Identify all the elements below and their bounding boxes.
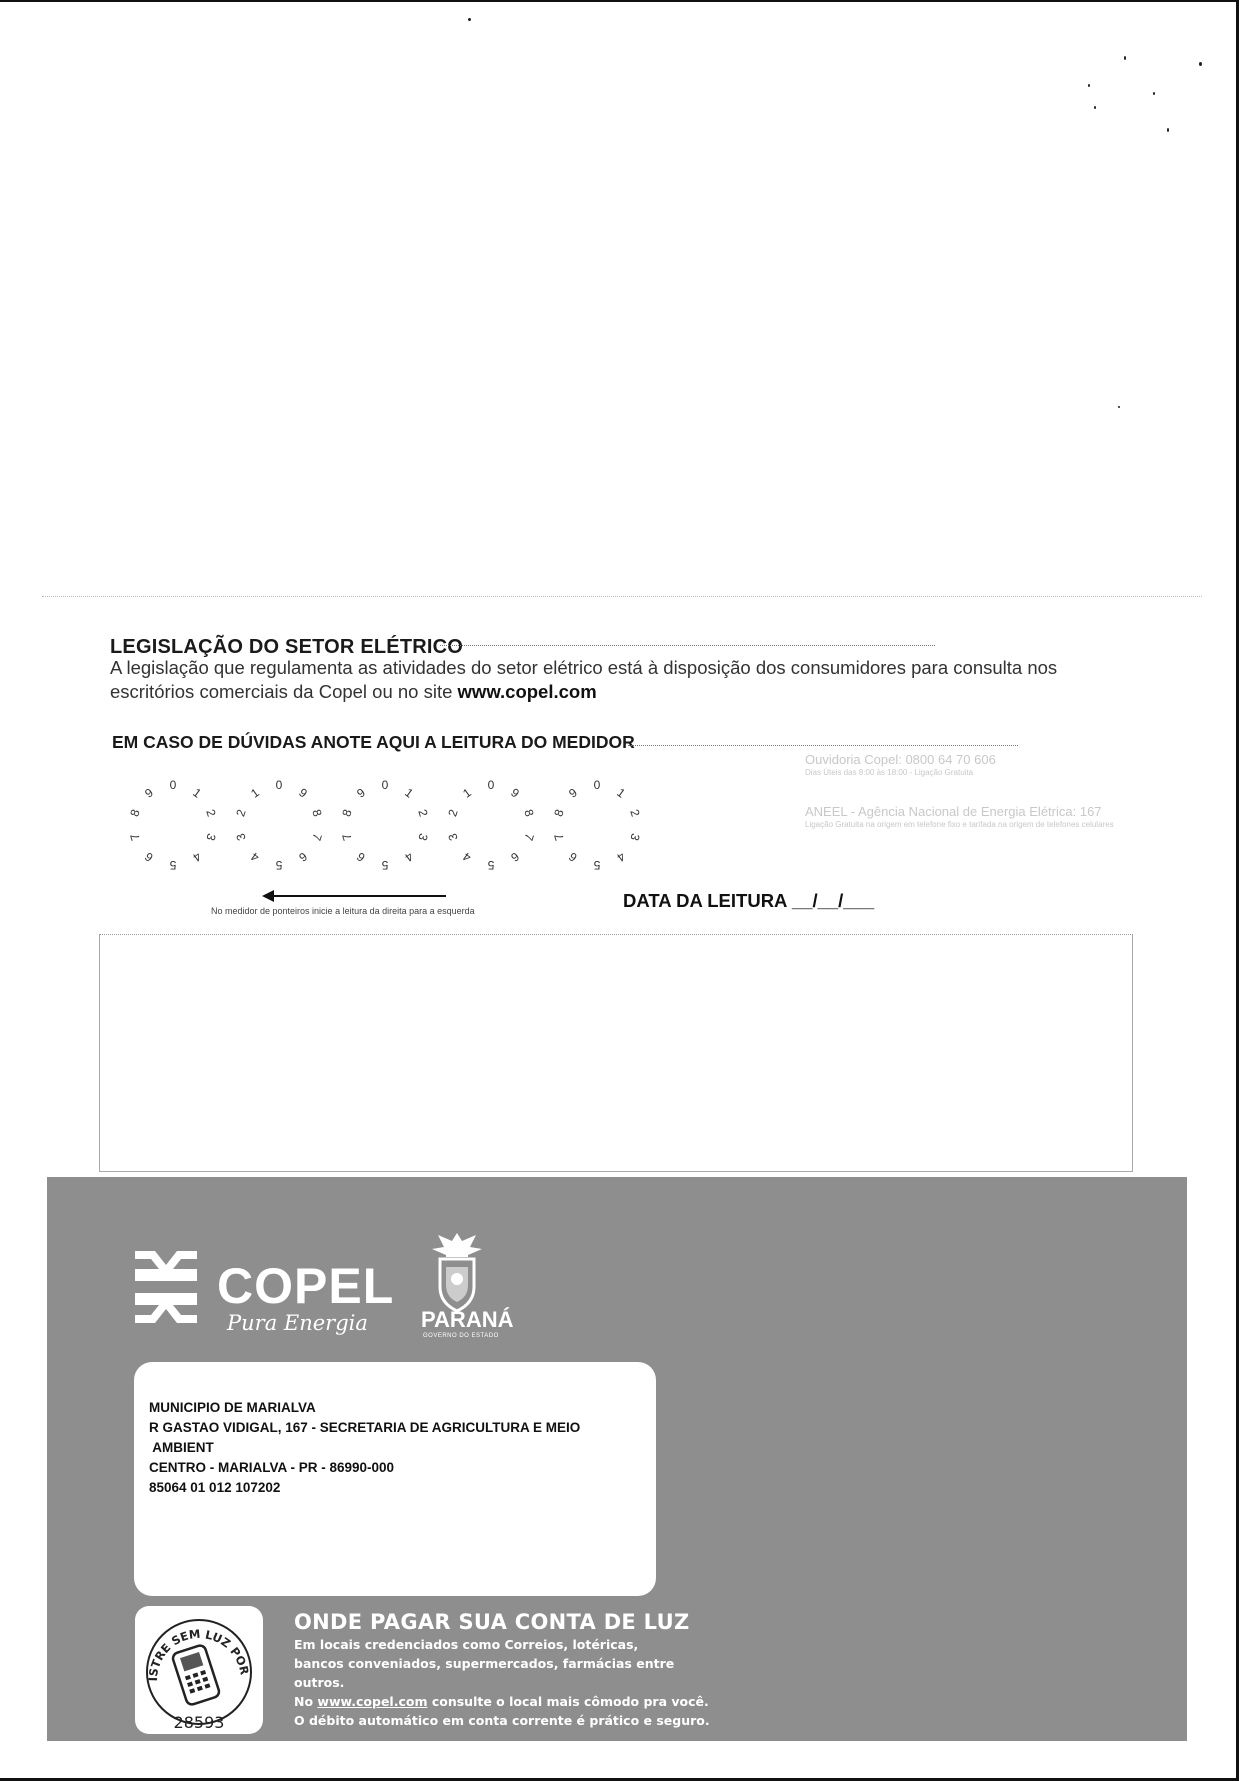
dial-digit: 8 [309, 807, 325, 818]
dial-digit: 9 [142, 784, 157, 801]
dial-digit: 2 [233, 807, 249, 818]
dotted-rule [440, 645, 935, 646]
dial-digit: 9 [566, 784, 581, 801]
copel-site-link[interactable]: www.copel.com [457, 681, 597, 702]
dial-digit: 0 [275, 778, 283, 792]
onde-pagar-line: O débito automático em conta corrente é prático e seguro. [294, 1713, 710, 1728]
onde-pagar-line: bancos conveniados, supermercados, farmácias entre outros. [294, 1656, 675, 1690]
data-leitura-label: DATA DA LEITURA __/__/___ [623, 890, 875, 911]
dial-digit: 6 [507, 849, 522, 865]
envelope-panel [47, 1177, 1187, 1741]
onde-pagar-title: ONDE PAGAR SUA CONTA DE LUZ [294, 1610, 690, 1634]
dial-digit: 0 [487, 778, 495, 792]
dial-digit: 3 [233, 832, 249, 843]
address-lines [149, 1398, 580, 1498]
dial-digit: 1 [460, 784, 475, 801]
dial-digit: 8 [339, 807, 355, 818]
scan-speck [468, 18, 471, 21]
dial-digit: 9 [507, 784, 522, 801]
dial-digit: 8 [551, 807, 567, 818]
dial-digit: 7 [521, 832, 537, 843]
copel-tagline: Pura Energia [227, 1311, 368, 1335]
dial-digit: 0 [381, 778, 389, 792]
sms-number: 28593 [173, 1713, 225, 1732]
leitura-title: EM CASO DE DÚVIDAS ANOTE AQUI A LEITURA DO MEDIDOR [112, 732, 635, 752]
dial-digit: 0 [169, 778, 177, 792]
address-line: R GASTAO VIDIGAL, 167 - SECRETARIA DE AGRICULTURA E MEIO [149, 1420, 581, 1435]
legislacao-text [110, 656, 1110, 704]
dial-digit: 4 [460, 849, 475, 865]
dial-digit: 4 [189, 849, 204, 865]
onde-pagar-block [294, 1609, 714, 1730]
dial-digit: 4 [248, 849, 263, 865]
dial-digit: 9 [295, 784, 310, 801]
dial-digit: 2 [627, 807, 643, 818]
phone-icon [171, 1644, 220, 1706]
dial-digit: 3 [203, 832, 219, 843]
dial-digit: 7 [309, 832, 325, 843]
address-window [134, 1362, 656, 1596]
dial-digit: 4 [401, 849, 416, 865]
dial-digit: 6 [566, 849, 581, 865]
dial-digit: 2 [445, 807, 461, 818]
dial-digit: 4 [613, 849, 628, 865]
address-line: AMBIENT [149, 1440, 214, 1455]
dial-digit: 6 [354, 849, 369, 865]
copel-logo-icon [133, 1251, 199, 1323]
dial-digit: 3 [627, 832, 643, 843]
dial-digit: 5 [169, 858, 177, 872]
sms-badge-graphic [135, 1606, 263, 1734]
notes-box [99, 934, 1133, 1172]
dial-digit: 1 [189, 784, 204, 801]
dial-digit: 5 [487, 858, 495, 872]
ouvidoria-title: Ouvidoria Copel: 0800 64 70 606 [805, 752, 996, 767]
dial-digit: 0 [593, 778, 601, 792]
sms-arc-text: ISTRE SEM LUZ POR [145, 1626, 252, 1682]
direction-note: No medidor de ponteiros inicie a leitura da direita para a esquerda [211, 906, 475, 916]
dial-digit: 7 [339, 832, 355, 843]
ouvidoria-sub: Dias Úteis das 8:00 às 18:00 - Ligação Gratuita [805, 768, 974, 777]
dial-digit: 3 [445, 832, 461, 843]
legislacao-body: A legislação que regulamenta as atividades do setor elétrico está à disposição dos consumidores para consulta nos escritórios comerciais da Copel ou no site [110, 657, 1058, 702]
copel-site-link-footer[interactable]: www.copel.com [317, 1694, 428, 1709]
aneel-title: ANEEL - Agência Nacional de Energia Elétrica: 167 [805, 804, 1102, 819]
dial-digit: 5 [593, 858, 601, 872]
legislacao-title: LEGISLAÇÃO DO SETOR ELÉTRICO [110, 636, 464, 658]
onde-pagar-prefix: No [294, 1694, 318, 1709]
dial-digit: 1 [248, 784, 263, 801]
dial-digit: 1 [401, 784, 416, 801]
aneel-block [805, 804, 1175, 830]
dotted-rule [628, 745, 1018, 746]
reading-direction-arrow [262, 890, 446, 902]
dial-digit: 3 [415, 832, 431, 843]
onde-pagar-line: Em locais credenciados como Correios, lotéricas, [294, 1637, 639, 1652]
meter-dial [436, 770, 546, 880]
meter-dial [224, 770, 334, 880]
sms-badge [135, 1606, 263, 1734]
parana-sublabel: GOVERNO DO ESTADO [423, 1333, 499, 1339]
aneel-sub: Ligação Gratuita na origem em telefone fixo e tarifada na origem de telefones celulares [805, 820, 1114, 829]
arrow-line [272, 895, 446, 897]
blank-upper-area [42, 64, 1202, 597]
dial-digit: 5 [381, 858, 389, 872]
dial-digit: 6 [142, 849, 157, 865]
dial-digit: 7 [551, 832, 567, 843]
meter-dial [542, 770, 652, 880]
dial-digit: 8 [521, 807, 537, 818]
dial-digit: 9 [354, 784, 369, 801]
parana-label: PARANÁ [421, 1307, 514, 1332]
onde-pagar-line [294, 1692, 714, 1711]
onde-pagar-suffix: consulte o local mais cômodo pra você. [427, 1694, 709, 1709]
meter-dial [118, 770, 228, 880]
dial-digit: 8 [127, 807, 143, 818]
dial-digit: 5 [275, 858, 283, 872]
copel-logo-text: COPEL [217, 1258, 395, 1314]
parana-crest-icon [424, 1227, 490, 1315]
dial-digit: 1 [613, 784, 628, 801]
scan-speck [1124, 56, 1126, 60]
dial-digit: 2 [415, 807, 431, 818]
meter-dial [330, 770, 440, 880]
address-line: MUNICIPIO DE MARIALVA [149, 1400, 316, 1415]
address-line: CENTRO - MARIALVA - PR - 86990-000 [149, 1460, 395, 1475]
meter-dials [118, 770, 648, 880]
dial-digit: 6 [295, 849, 310, 865]
dial-digit: 7 [127, 832, 143, 843]
address-line: 85064 01 012 107202 [149, 1480, 281, 1495]
dial-digit: 2 [203, 807, 219, 818]
ouvidoria-block [805, 752, 1175, 778]
